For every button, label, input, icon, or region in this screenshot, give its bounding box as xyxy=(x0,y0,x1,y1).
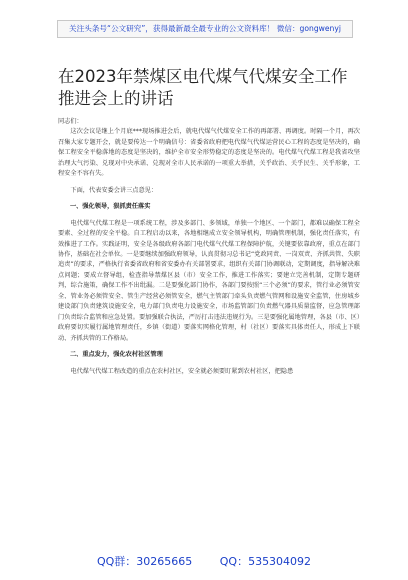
top-banner: 关注头条号“公文研究”，获得最新最全最专业的公文资料库！ 微信：gongwenyj xyxy=(57,20,353,38)
section-1-text: 电代煤气代煤工程是一项系统工程，涉及多部门、多领域，单独一个地区、一个部门，都难以确保工程全要素、全过程的安全平稳。自工程启动以来，各地相继成立安全领导机构，明确管理机制，强化责任落实，有效推进了工作。实践证明，安全是各级政府各部门电代煤气代煤工程保障护航，关键要依靠政府，重点在部门协作，基础在社会单位。一是要继续加强政府领导，认真贯彻习总书记“党政同责、一岗双责、齐抓共管、失职追责”的要求，严格执行省委省政府和省安委办有关部署要求，组织有关部门协调联动，定期调度，指导解决难点问题；要成立督导组，检查指导禁煤区县（市）安全工作，推进工作落实；要建立完善机制，定期专题研判，综合施策，确保工作不出纰漏。二是要强化部门协作，各部门要按照“三个必须”的要求，管行业必须管安全、管业务必须管安全、管生产经营必须管安全，燃气主管部门牵头负责燃气管网和设施安全监管，住房城乡建设部门负责建筑设施安全，电力部门负责电力设施安全，市场监管部门负责燃气器具质量监督，应急管理部门负责综合监管和应急处置。要加强联合执法，严厉打击违法违规行为。三是要强化属地管理，各县（市、区）政府要切实履行属地管理责任，乡镇（街道）要落实网格化管理，村（社区）要落实具体责任人，形成上下联动、齐抓共管的工作格局。 xyxy=(58,219,360,342)
document-body xyxy=(58,117,360,377)
qq-group-text: QQ群：30265665 xyxy=(96,555,193,568)
footer-contacts xyxy=(0,553,408,569)
intro-paragraph: 这次会议是继上个月底***现场推进会后，就电代煤气代煤安全工作的再部署、再调度。时隔一个月，再次召集大家专题开会，就是要传达一个明确信号：省委省政府把电代煤气代煤运营民心工程的态度是坚决的，确保工程安全平稳落地的态度是坚决的，维护全市安全形势稳定的态度是坚决的。电代煤气代煤工程是我省攻坚治理大气污染、兑现对中央承诺、兑现对全市人民承诺的一项重大举措，关乎政治、关乎民生、关乎形象，工程安全不容有失。 xyxy=(58,128,360,178)
section-2-text: 电代煤气代煤工程改造的重点在农村社区，安全就必须要盯紧到农村社区，把隐患 xyxy=(70,367,294,375)
section-2-heading: 二、重点发力，强化农村社区管理 xyxy=(70,351,163,359)
page-title: 在2023年禁煤区电代煤气代煤安全工作推进会上的讲话 xyxy=(58,67,348,108)
greeting: 同志们： xyxy=(58,118,83,125)
section-1-heading: 一、强化领导，狠抓责任落实 xyxy=(70,203,151,211)
points-intro: 下面，代表安委会讲三点意见： xyxy=(70,186,158,194)
qq-contact-text: QQ：535304092 xyxy=(219,555,312,568)
